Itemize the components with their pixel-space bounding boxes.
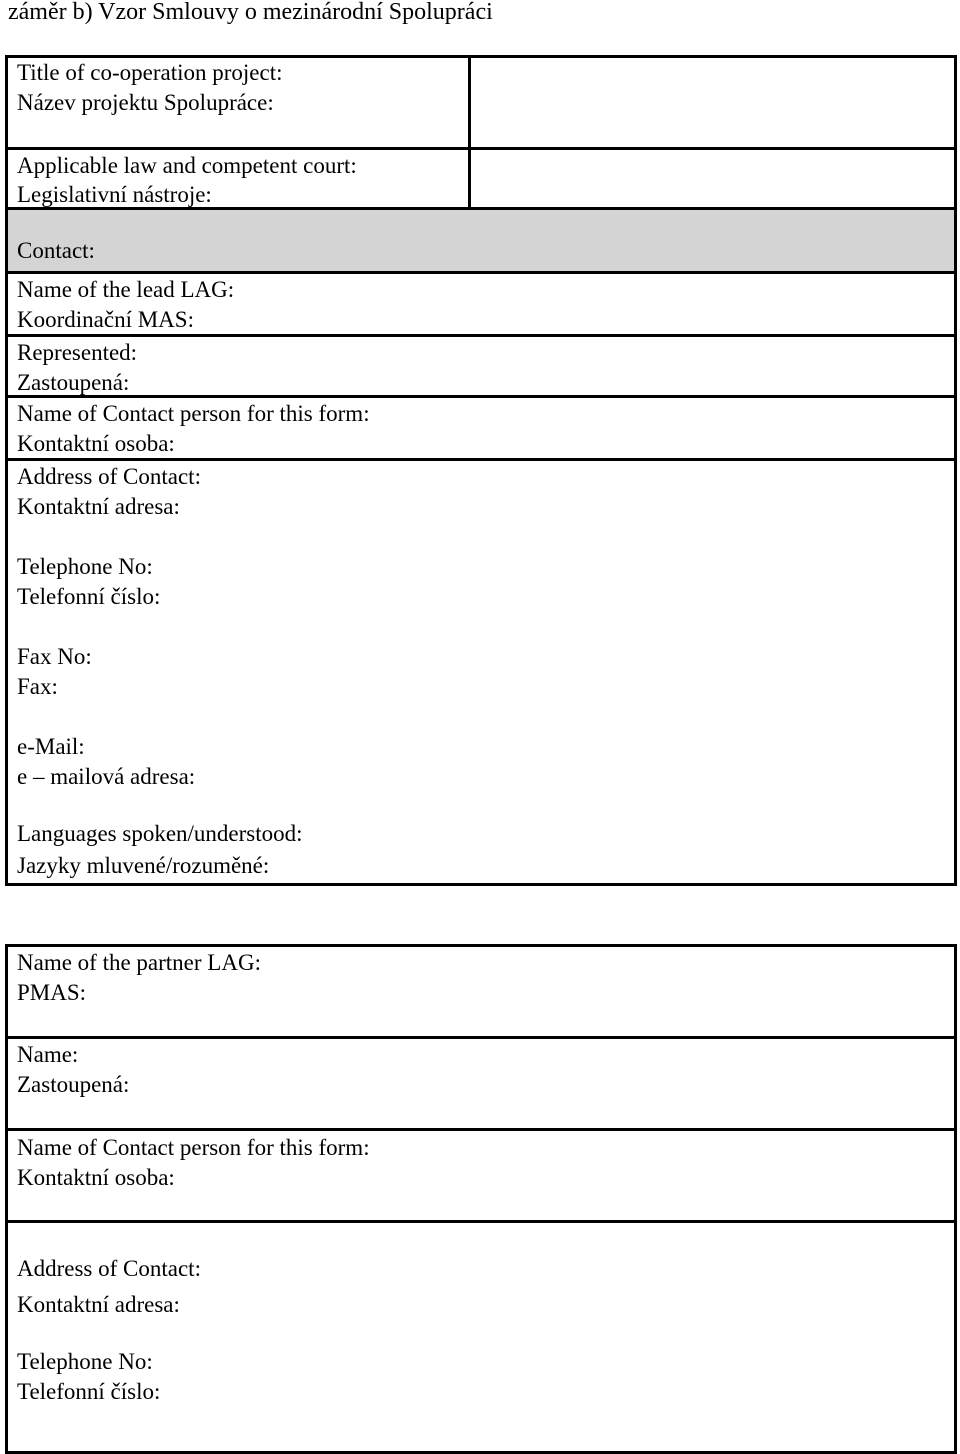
email-label-cz: e – mailová adresa: bbox=[17, 764, 196, 789]
project-title-label bbox=[17, 58, 283, 118]
represented-label-cz: Zastoupená: bbox=[17, 370, 130, 395]
contact-row-divider-3 bbox=[5, 395, 957, 398]
fax-label-cz: Fax: bbox=[17, 674, 58, 699]
partner-lag-label-cz: PMAS: bbox=[17, 980, 87, 1005]
partner-address-label-cz: Kontaktní adresa: bbox=[17, 1292, 180, 1317]
languages-label bbox=[17, 818, 303, 882]
partner-address-label bbox=[17, 1251, 201, 1323]
contact-person-label-en: Name of Contact person for this form: bbox=[17, 401, 370, 426]
partner-address-label-en: Address of Contact: bbox=[17, 1256, 201, 1281]
contact-address-label-en: Address of Contact: bbox=[17, 464, 201, 489]
partner-name-label-en: Name: bbox=[17, 1042, 79, 1067]
partner-contact-person-label-en: Name of Contact person for this form: bbox=[17, 1135, 370, 1160]
partner-telephone-label bbox=[17, 1347, 160, 1407]
contact-person-label-cz: Kontaktní osoba: bbox=[17, 431, 175, 456]
partner-row-divider-3 bbox=[5, 1220, 957, 1223]
languages-label-cz: Jazyky mluvené/rozuměné: bbox=[17, 853, 270, 878]
project-table-row-divider bbox=[5, 147, 957, 150]
project-title-value[interactable] bbox=[474, 58, 952, 144]
applicable-law-label-en: Applicable law and competent court: bbox=[17, 153, 357, 178]
email-label bbox=[17, 732, 195, 792]
partner-contact-person-label bbox=[17, 1133, 370, 1193]
partner-lag-label-en: Name of the partner LAG: bbox=[17, 950, 261, 975]
languages-label-en: Languages spoken/understood: bbox=[17, 821, 303, 846]
fax-label bbox=[17, 642, 92, 702]
partner-telephone-label-en: Telephone No: bbox=[17, 1349, 153, 1374]
lead-lag-label bbox=[17, 275, 234, 335]
contact-person-label bbox=[17, 399, 370, 459]
partner-name-label-cz: Zastoupená: bbox=[17, 1072, 130, 1097]
partner-lag-label bbox=[17, 948, 261, 1008]
represented-label bbox=[17, 338, 137, 398]
applicable-law-label bbox=[17, 151, 357, 209]
project-title-label-cz: Název projektu Spolupráce: bbox=[17, 90, 274, 115]
contact-address-label bbox=[17, 462, 201, 522]
document-heading: záměr b) Vzor Smlouvy o mezinárodní Spolupráci bbox=[8, 0, 493, 25]
fax-label-en: Fax No: bbox=[17, 644, 92, 669]
project-table-column-divider bbox=[468, 55, 471, 210]
telephone-label-en: Telephone No: bbox=[17, 554, 153, 579]
partner-telephone-label-cz: Telefonní číslo: bbox=[17, 1379, 161, 1404]
applicable-law-label-cz: Legislativní nástroje: bbox=[17, 182, 212, 207]
contact-address-label-cz: Kontaktní adresa: bbox=[17, 494, 180, 519]
lead-lag-label-en: Name of the lead LAG: bbox=[17, 277, 235, 302]
telephone-label bbox=[17, 552, 160, 612]
applicable-law-value[interactable] bbox=[474, 151, 952, 207]
partner-row-divider-2 bbox=[5, 1128, 957, 1131]
represented-label-en: Represented: bbox=[17, 340, 138, 365]
partner-contact-person-label-cz: Kontaktní osoba: bbox=[17, 1165, 175, 1190]
partner-name-label bbox=[17, 1040, 129, 1100]
contact-section-label: Contact: bbox=[17, 238, 95, 263]
contact-row-divider-1 bbox=[5, 271, 957, 274]
project-title-label-en: Title of co-operation project: bbox=[17, 60, 283, 85]
telephone-label-cz: Telefonní číslo: bbox=[17, 584, 161, 609]
email-label-en: e-Mail: bbox=[17, 734, 85, 759]
lead-lag-label-cz: Koordinační MAS: bbox=[17, 307, 194, 332]
partner-row-divider-1 bbox=[5, 1036, 957, 1039]
